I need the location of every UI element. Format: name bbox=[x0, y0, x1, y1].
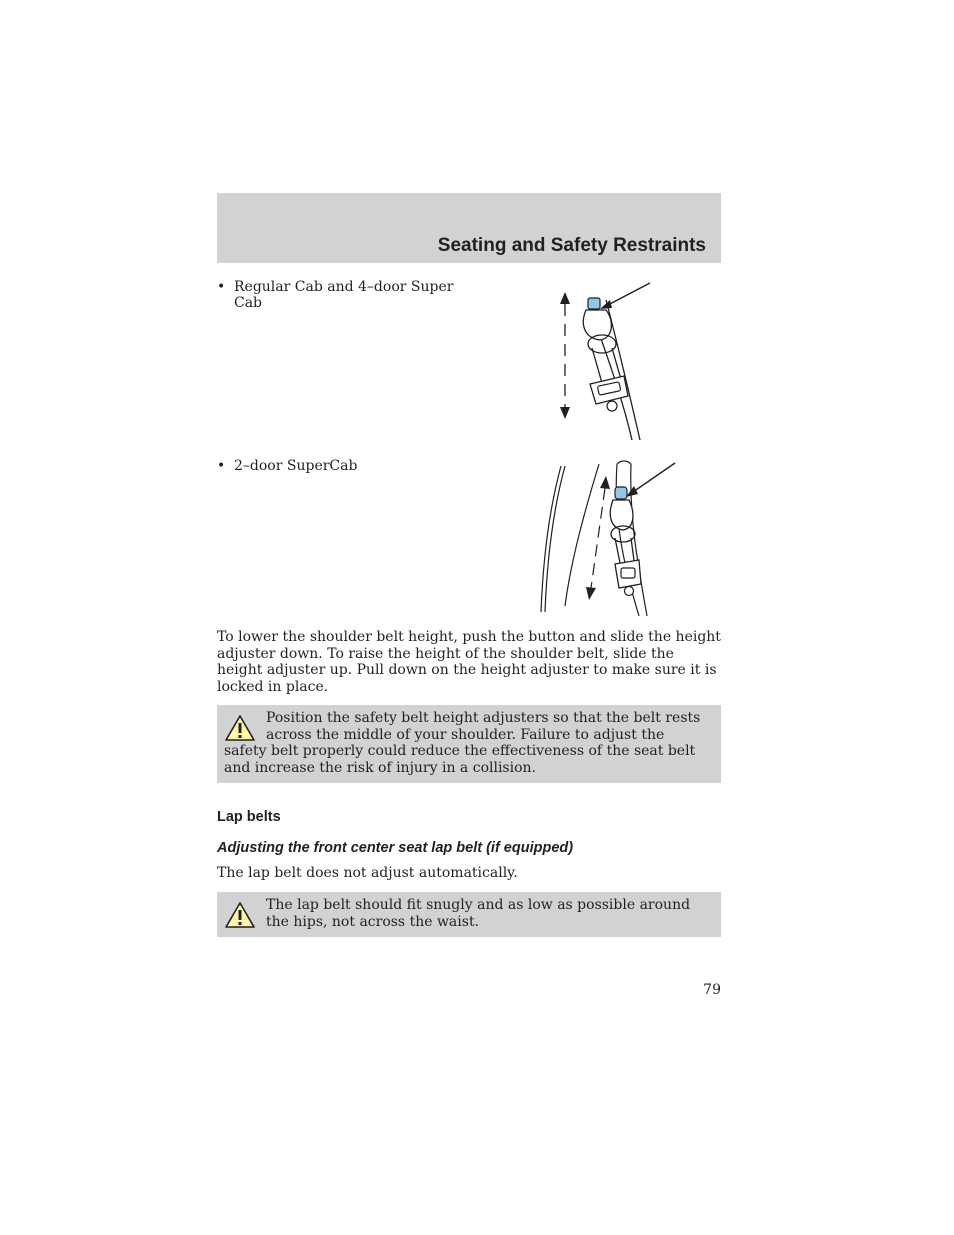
shoulder-belt-height-adjuster-illustration bbox=[540, 278, 660, 443]
warning-box bbox=[217, 705, 721, 783]
adjusting-front-center-heading: Adjusting the front center seat lap belt (if equipped) bbox=[217, 840, 574, 856]
page-number: 79 bbox=[703, 982, 721, 998]
lap-belt-note: The lap belt does not adjust automatically. bbox=[217, 865, 518, 881]
bullet-label: 2–door SuperCab bbox=[234, 458, 358, 474]
shoulder-belt-height-adjuster-illustration bbox=[535, 460, 680, 618]
bullet-label: Regular Cab and 4–door Super Cab bbox=[234, 279, 454, 311]
warning-box bbox=[217, 892, 721, 937]
lap-belts-heading: Lap belts bbox=[217, 809, 281, 825]
warning-triangle-icon bbox=[224, 714, 256, 742]
section-header-band bbox=[217, 193, 721, 263]
bullet-2-door-supercab: • 2–door SuperCab bbox=[217, 458, 457, 474]
section-title: Seating and Safety Restraints bbox=[437, 235, 706, 256]
adjuster-instructions-paragraph: To lower the shoulder belt height, push the button and slide the height adjuster down. To raise the height of the shoulder belt, slide the height adjuster up. Pull down on the height adjuster to make sure it is locked in place. bbox=[217, 629, 721, 695]
warning-triangle-icon bbox=[224, 901, 256, 929]
bullet-regular-cab: • Regular Cab and 4–door Super Cab bbox=[217, 279, 457, 311]
warning-text: The lap belt should fit snugly and as low as possible around the hips, not across the waist. bbox=[266, 897, 691, 930]
warning-text: Position the safety belt height adjusters so that the belt rests across the middle of your shoulder. Failure to adjust the safety belt properly could reduce the effectiveness of the seat belt and increase the risk of injury in a collision. bbox=[224, 710, 701, 776]
